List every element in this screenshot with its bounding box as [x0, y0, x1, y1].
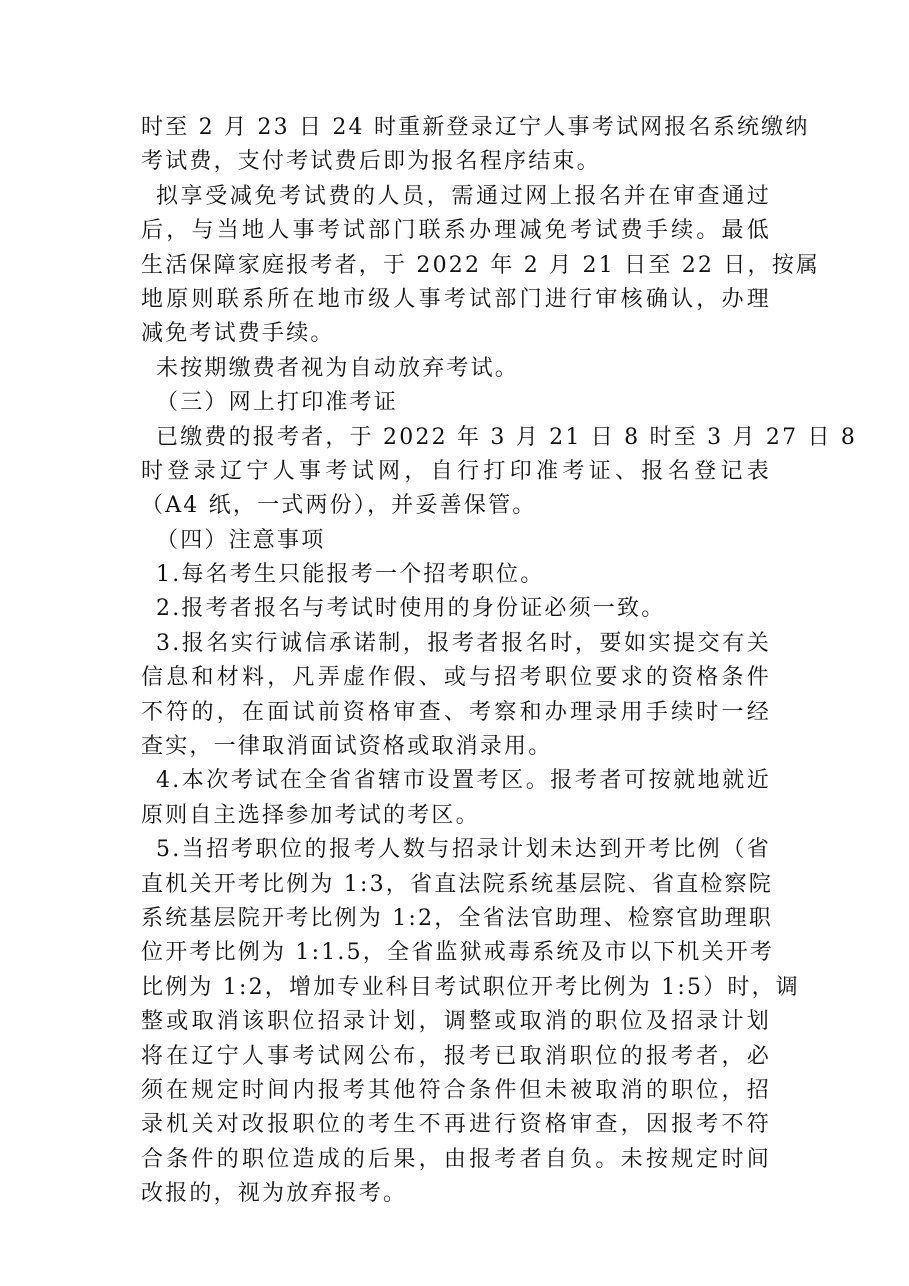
- text-line: 1.每名考生只能报考一个招考职位。: [156, 562, 545, 588]
- text-line: 后，与当地人事考试部门联系办理减免考试费手续。最低: [141, 218, 771, 244]
- text-line: 4.本次考试在全省省辖市设置考区。报考者可按就地就近: [156, 768, 771, 794]
- text-line: 位开考比例为 1:1.5，全省监狱戒毒系统及市以下机关开考: [141, 940, 775, 966]
- text-line: 比例为 1:2，增加专业科目考试职位开考比例为 1:5）时，调: [141, 974, 801, 1000]
- text-line: 2.报考者报名与考试时使用的身份证必须一致。: [156, 596, 666, 622]
- text-line: 整或取消该职位招录计划，调整或取消的职位及招录计划: [141, 1009, 771, 1035]
- text-line: 须在规定时间内报考其他符合条件但未被取消的职位，招: [141, 1077, 771, 1103]
- text-line: 原则自主选择参加考试的考区。: [141, 802, 480, 828]
- text-line: 信息和材料，凡弄虚作假、或与招考职位要求的资格条件: [141, 665, 771, 691]
- text-line: 合条件的职位造成的后果，由报考者自负。未按规定时间: [141, 1146, 771, 1172]
- text-line: 改报的，视为放弃报考。: [141, 1181, 408, 1207]
- text-line: 已缴费的报考者，于 2022 年 3 月 21 日 8 时至 3 月 27 日 8: [156, 424, 858, 450]
- text-line: 系统基层院开考比例为 1:2，全省法官助理、检察官助理职: [141, 905, 774, 931]
- text-line: 时至 2 月 23 日 24 时重新登录辽宁人事考试网报名系统缴纳: [141, 115, 810, 140]
- text-line: 拟享受减免考试费的人员，需通过网上报名并在审查通过: [156, 183, 771, 209]
- text-line: 不符的，在面试前资格审查、考察和办理录用手续时一经: [141, 699, 771, 725]
- text-line: （A4 纸，一式两份），并妥善保管。: [141, 493, 537, 519]
- text-line: （四）注意事项: [156, 527, 326, 553]
- text-line: 地原则联系所在地市级人事考试部门进行审核确认，办理: [141, 286, 771, 312]
- text-line: 将在辽宁人事考试网公布，报考已取消职位的报考者，必: [141, 1043, 771, 1069]
- text-line: 直机关开考比例为 1:3，省直法院系统基层院、省直检察院: [141, 871, 774, 897]
- text-line: 查实，一律取消面试资格或取消录用。: [141, 734, 553, 760]
- text-line: 考试费，支付考试费后即为报名程序结束。: [141, 149, 601, 175]
- text-line: 时登录辽宁人事考试网，自行打印准考证、报名登记表: [141, 458, 771, 484]
- text-line: 3.报名实行诚信承诺制，报考者报名时，要如实提交有关: [156, 630, 771, 656]
- text-line: 5.当招考职位的报考人数与招录计划未达到开考比例（省: [156, 837, 771, 863]
- text-line: 录机关对改报职位的考生不再进行资格审查，因报考不符: [141, 1112, 771, 1138]
- text-line: （三）网上打印准考证: [156, 390, 399, 416]
- document-body: [141, 111, 858, 1212]
- text-line: 减免考试费手续。: [141, 321, 335, 347]
- text-line: 生活保障家庭报考者，于 2022 年 2 月 21 日至 22 日，按属: [141, 252, 821, 278]
- text-line: 未按期缴费者视为自动放弃考试。: [156, 355, 520, 381]
